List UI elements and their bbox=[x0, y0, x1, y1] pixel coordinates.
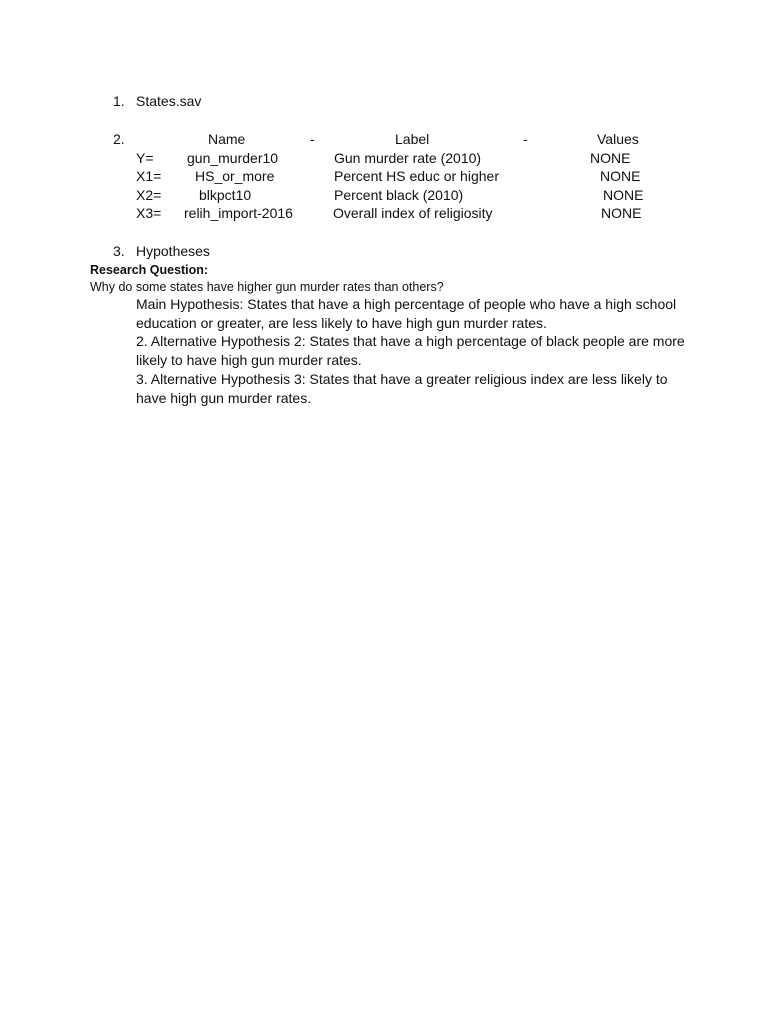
list-number-2: 2. bbox=[113, 131, 125, 147]
list-number-1: 1. bbox=[113, 93, 125, 109]
table-header-values: Values bbox=[597, 131, 639, 147]
table-row-name: blkpct10 bbox=[199, 187, 252, 203]
table-row-var: Y= bbox=[136, 150, 154, 166]
table-header-label: Label bbox=[395, 131, 430, 147]
main-hypothesis: Main Hypothesis: States that have a high percentage of people who have a high school education or greater, are less likely to have high gun murder rates. bbox=[136, 296, 677, 331]
table-row-label: Percent black (2010) bbox=[334, 187, 464, 203]
table-row-values: NONE bbox=[600, 168, 641, 184]
research-question-heading: Research Question: bbox=[90, 263, 209, 277]
table-row-label: Gun murder rate (2010) bbox=[334, 150, 482, 166]
table-row-label: Overall index of religiosity bbox=[333, 205, 493, 221]
table-row-var: X2= bbox=[136, 187, 162, 203]
table-row-name: HS_or_more bbox=[195, 168, 275, 184]
table-row-values: NONE bbox=[603, 187, 644, 203]
alternative-hypothesis-3: 3. Alternative Hypothesis 3: States that have a greater religious index are less likely to have high gun murder rates. bbox=[136, 371, 668, 406]
table-row-name: relih_import-2016 bbox=[184, 205, 293, 221]
table-row-values: NONE bbox=[601, 205, 642, 221]
table-row-label: Percent HS educ or higher bbox=[334, 168, 499, 184]
hypotheses-heading: Hypotheses bbox=[136, 243, 210, 259]
list-number-3: 3. bbox=[113, 243, 125, 259]
dataset-filename: States.sav bbox=[136, 93, 202, 109]
table-header-separator-1: - bbox=[310, 131, 315, 147]
research-question-text: Why do some states have higher gun murder rates than others? bbox=[90, 280, 444, 294]
table-row-name: gun_murder10 bbox=[187, 150, 279, 166]
table-header-name: Name bbox=[208, 131, 246, 147]
table-header-separator-2: - bbox=[523, 131, 528, 147]
table-row-var: X1= bbox=[136, 168, 162, 184]
alternative-hypothesis-2: 2. Alternative Hypothesis 2: States that have a high percentage of black people are more likely to have high gun murder rates. bbox=[136, 333, 685, 368]
table-row-var: X3= bbox=[136, 205, 162, 221]
table-row-values: NONE bbox=[590, 150, 631, 166]
